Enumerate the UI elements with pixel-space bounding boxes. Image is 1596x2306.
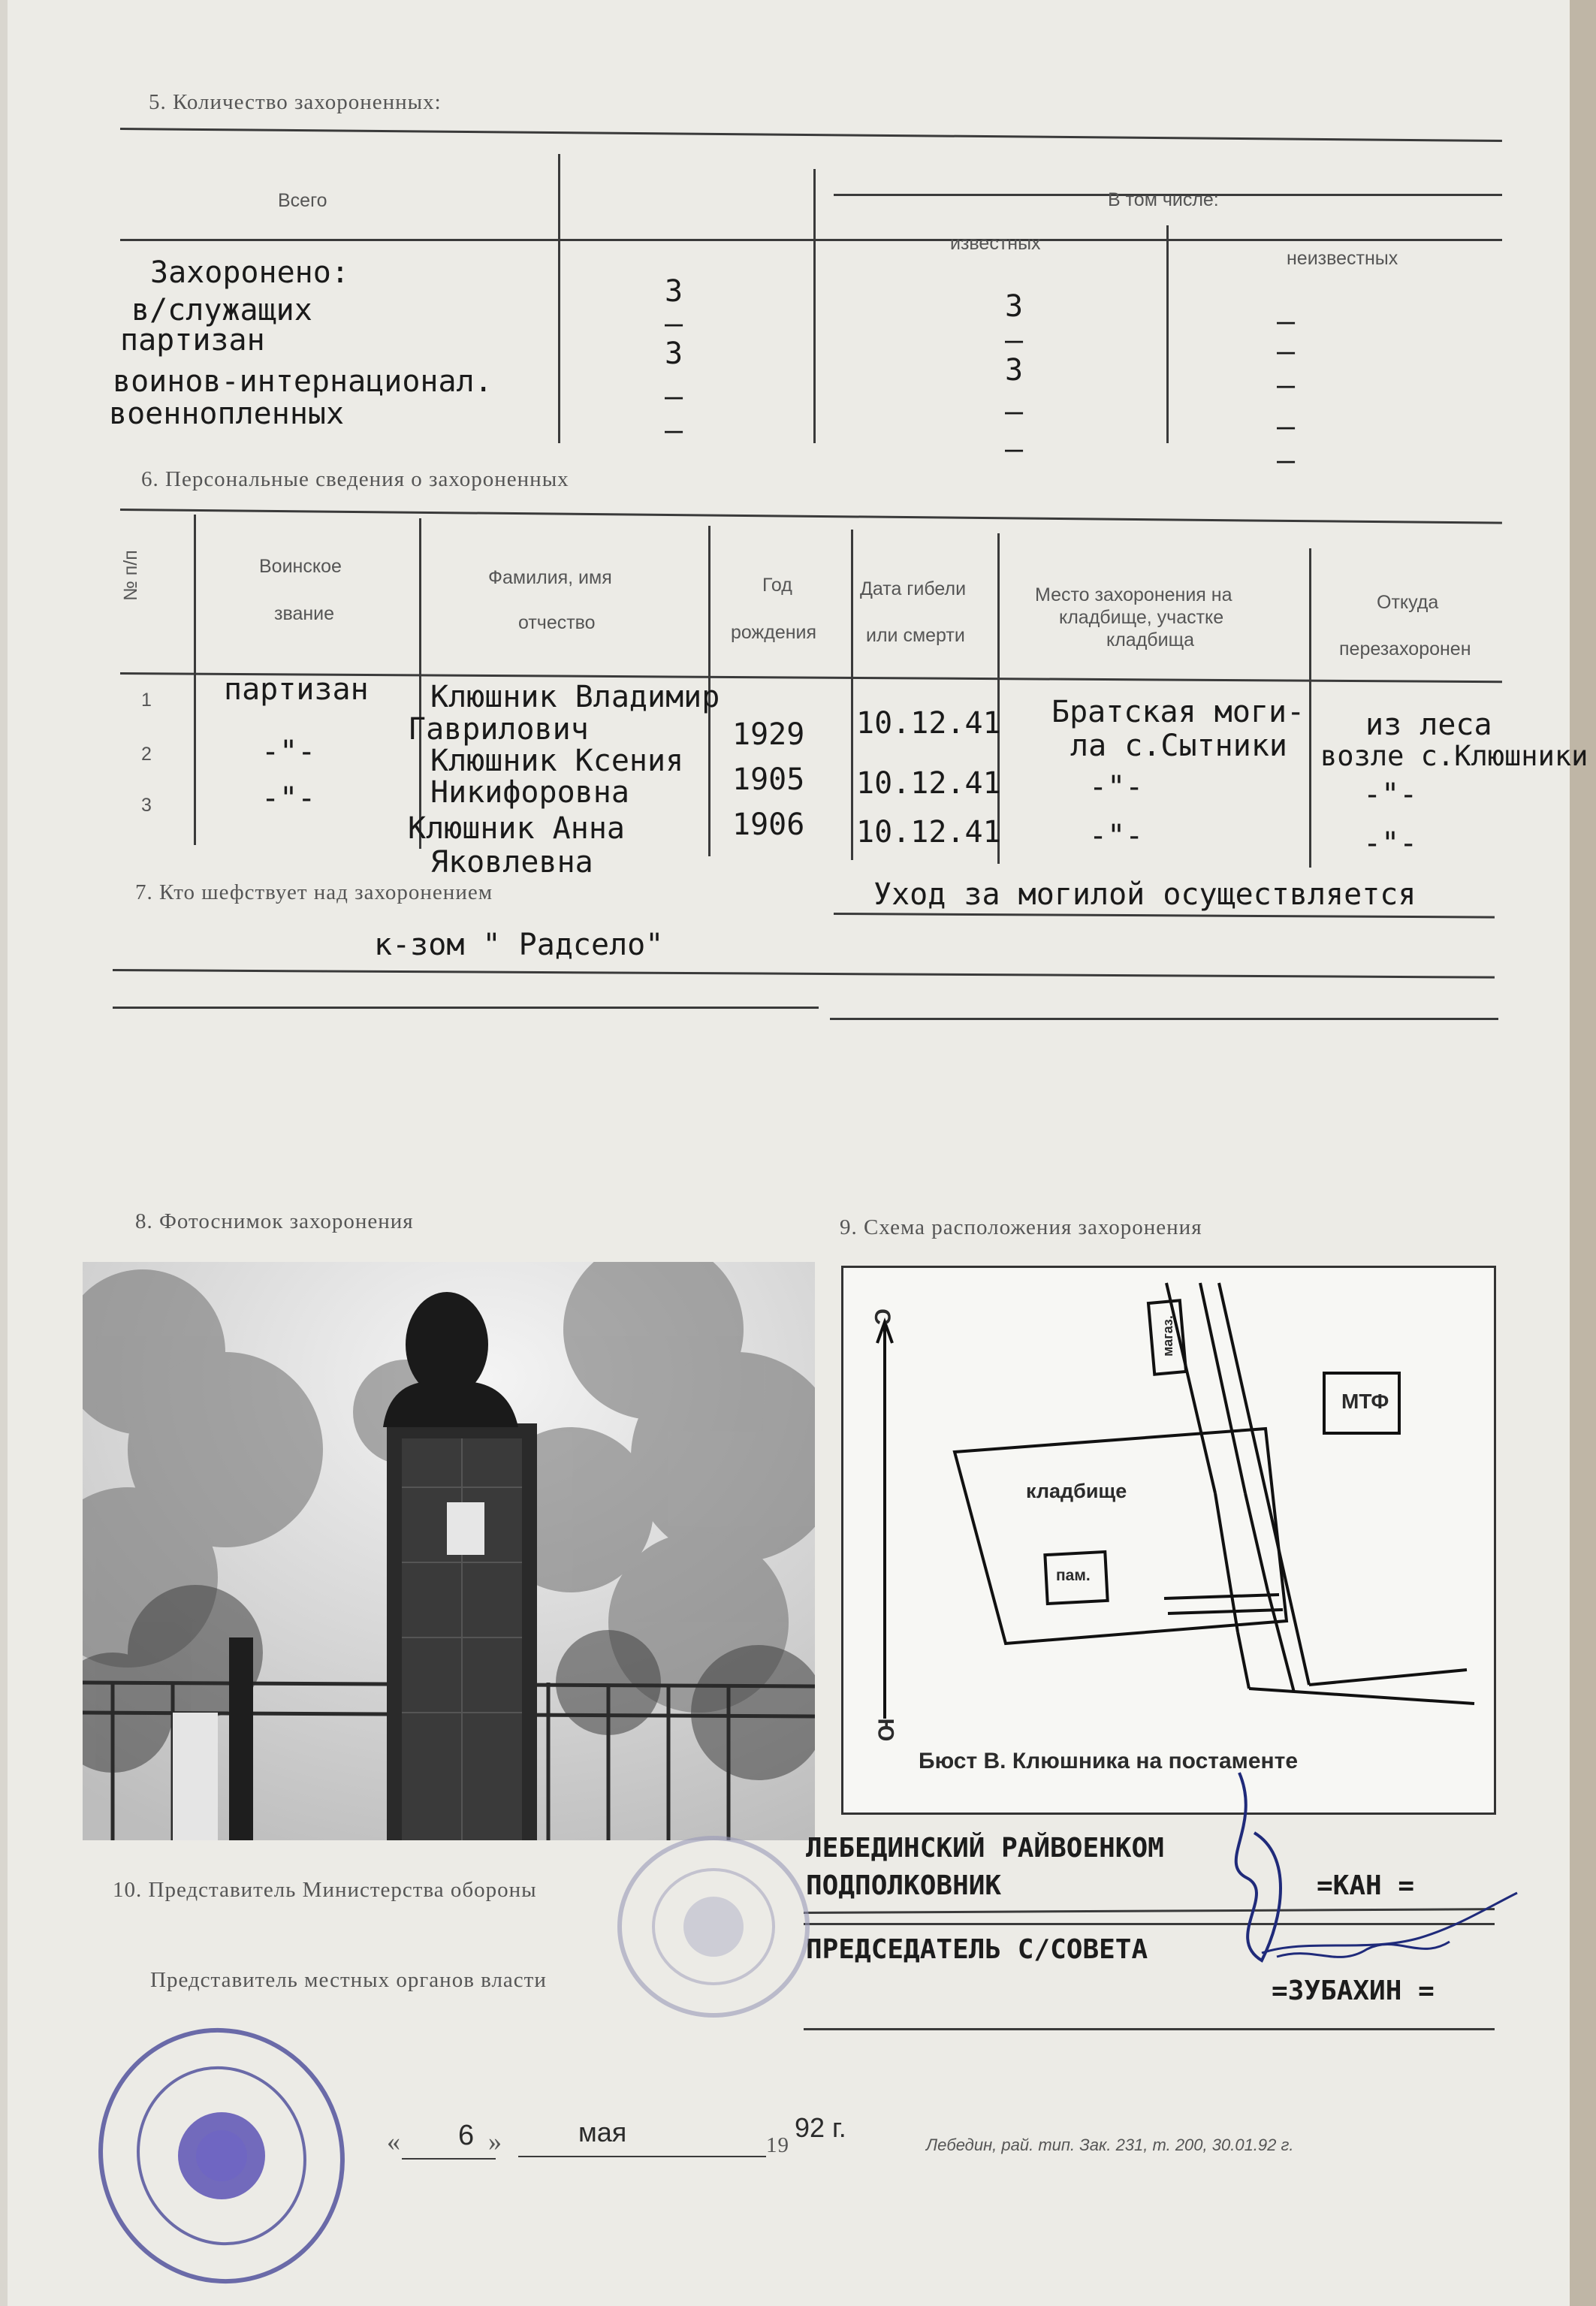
row-number: 1: [141, 690, 152, 711]
place-cell: -"-: [1089, 770, 1144, 804]
col-known-header: известных: [950, 233, 1041, 254]
rule: [804, 2028, 1495, 2030]
name-cell: Никифоровна: [430, 775, 629, 810]
mo-representative-name: =КАН =: [1317, 1870, 1415, 1901]
year-header: рождения: [731, 622, 817, 643]
total-value: –: [665, 306, 683, 341]
cemetery-label: кладбище: [1026, 1480, 1127, 1502]
section6-title: 6. Персональные сведения о захороненных: [141, 467, 569, 491]
col-incl-header: В том числе:: [1108, 189, 1219, 210]
farm-label: МТФ: [1341, 1390, 1389, 1413]
unknown-value: –: [1277, 368, 1296, 403]
local-representative-name: =ЗУБАХИН =: [1272, 1975, 1435, 2006]
org-line-1: ЛЕБЕДИНСКИЙ РАЙВОЕНКОМ: [806, 1833, 1164, 1864]
section9-title: 9. Схема расположения захоронения: [840, 1215, 1202, 1239]
unknown-value: –: [1277, 334, 1296, 369]
place-header: Место захоронения на: [1035, 584, 1232, 605]
from-cell: -"-: [1363, 826, 1418, 861]
org-line-2: ПОДПОЛКОВНИК: [806, 1870, 1002, 1901]
rule: [830, 1018, 1498, 1020]
name-cell: Яковлевна: [430, 845, 593, 880]
place-header: кладбища: [1106, 629, 1195, 650]
rank-header: Воинское: [259, 556, 342, 577]
known-value: –: [1005, 394, 1024, 429]
document-sheet: [8, 0, 1588, 2306]
table6-col-divider: [419, 518, 421, 849]
rule: [834, 913, 1495, 919]
row-number: 2: [141, 744, 152, 765]
official-seal-faded: [601, 1829, 826, 2024]
date-cell: 10.12.41: [856, 766, 1001, 801]
section5-title: 5. Количество захороненных:: [149, 90, 442, 114]
total-value: –: [665, 413, 683, 448]
rank-cell: -"-: [261, 735, 316, 769]
location-scheme: [841, 1266, 1496, 1815]
row-number: 3: [141, 795, 152, 816]
table6-col-divider: [194, 515, 196, 845]
name-cell: Клюшник Анна: [408, 811, 625, 846]
date-year-suffix: 92 г.: [795, 2112, 846, 2143]
shop-label: магаз.: [1160, 1315, 1175, 1357]
date-day: 6: [458, 2120, 475, 2151]
date-cell: 10.12.41: [856, 815, 1001, 850]
unknown-value: –: [1277, 409, 1296, 444]
known-value: 3: [1005, 353, 1024, 388]
from-header: перезахоронен: [1339, 638, 1471, 660]
date-quote-close: »: [488, 2126, 502, 2157]
rank-header: звание: [274, 603, 335, 624]
place-cell: Братская моги-: [1051, 695, 1305, 729]
rank-cell: -"-: [261, 781, 316, 816]
north-label: С: [869, 1308, 895, 1325]
place-header: кладбище, участке: [1059, 607, 1224, 628]
scheme-caption: Бюст В. Клюшника на постаменте: [919, 1749, 1299, 1773]
unknown-value: –: [1277, 443, 1296, 478]
known-value: 3: [1005, 289, 1024, 324]
table6-top: [120, 509, 1502, 524]
date-year-prefix: 19: [766, 2133, 789, 2157]
name-header: отчество: [518, 612, 596, 633]
table5-col-divider: [558, 154, 560, 443]
year-cell: 1906: [732, 807, 805, 842]
row-label: военнопленных: [109, 397, 345, 431]
name-cell: Гаврилович: [408, 712, 589, 747]
rule: [113, 969, 1495, 979]
rank-cell: партизан: [224, 672, 369, 707]
row-label: воинов-интернационал.: [113, 364, 493, 399]
col-total-header: Всего: [278, 190, 327, 211]
total-value: 3: [665, 274, 683, 309]
date-cell: 10.12.41: [856, 706, 1001, 741]
row-label: Захоронено:: [150, 255, 349, 290]
page-edge: [1570, 0, 1596, 2306]
section7-title: 7. Кто шефствует над захоронением: [135, 880, 493, 904]
south-label: Ю: [873, 1718, 898, 1742]
local-authority-title: Представитель местных органов власти: [150, 1968, 547, 1992]
date-month: мая: [578, 2117, 627, 2148]
from-header: Откуда: [1377, 592, 1439, 613]
section8-title: 8. Фотоснимок захоронения: [135, 1209, 414, 1233]
known-value: –: [1005, 323, 1024, 358]
known-value: –: [1005, 432, 1024, 466]
section10-title: 10. Представитель Министерства обороны: [113, 1878, 537, 1902]
from-cell: из леса: [1365, 708, 1492, 742]
year-header: Год: [762, 575, 792, 596]
rule: [113, 1007, 819, 1009]
row-label: в/служащих: [131, 293, 312, 327]
date-month-rule: [518, 2156, 766, 2157]
row-label: партизан: [120, 323, 265, 358]
table6-col-divider: [997, 533, 1000, 864]
from-cell: -"-: [1363, 777, 1418, 812]
table5-header-bottom: [120, 239, 1502, 241]
signature-military: [1172, 1765, 1532, 1991]
col-unknown-header: неизвестных: [1287, 248, 1398, 269]
total-value: –: [665, 379, 683, 414]
unknown-value: –: [1277, 304, 1296, 339]
monument-label: пам.: [1056, 1567, 1091, 1584]
date-header: Дата гибели: [860, 578, 967, 599]
year-cell: 1929: [732, 717, 805, 752]
table6-col-divider: [1309, 548, 1311, 868]
name-header: Фамилия, имя: [488, 567, 612, 588]
care-text: Уход за могилой осуществляется: [873, 877, 1416, 912]
year-cell: 1905: [732, 762, 805, 797]
date-header: или смерти: [866, 625, 965, 646]
date-day-rule: [402, 2158, 496, 2160]
num-header: № п/п: [120, 550, 141, 601]
table5-col-divider: [1166, 225, 1169, 443]
place-cell: ла с.Сытники: [1070, 729, 1287, 763]
name-cell: Клюшник Ксения: [430, 744, 684, 778]
rule: [120, 128, 1502, 142]
date-quote-open: «: [387, 2126, 401, 2157]
place-cell: -"-: [1089, 819, 1144, 853]
from-cell: возле с.Клюшники: [1320, 740, 1588, 772]
local-role: ПРЕДСЕДАТЕЛЬ С/СОВЕТА: [806, 1934, 1148, 1965]
total-value: 3: [665, 337, 683, 371]
table5-col-divider: [813, 169, 816, 443]
photo-image: [83, 1262, 815, 1840]
name-cell: Клюшник Владимир: [430, 680, 720, 714]
table6-col-divider: [851, 530, 853, 860]
memorial-photo: [83, 1262, 815, 1840]
patron-text: к-зом " Радсело": [374, 928, 664, 962]
village-council-seal: [68, 2013, 383, 2306]
print-info: Лебедин, рай. тип. Зак. 231, т. 200, 30.01.92 г.: [926, 2135, 1294, 2154]
